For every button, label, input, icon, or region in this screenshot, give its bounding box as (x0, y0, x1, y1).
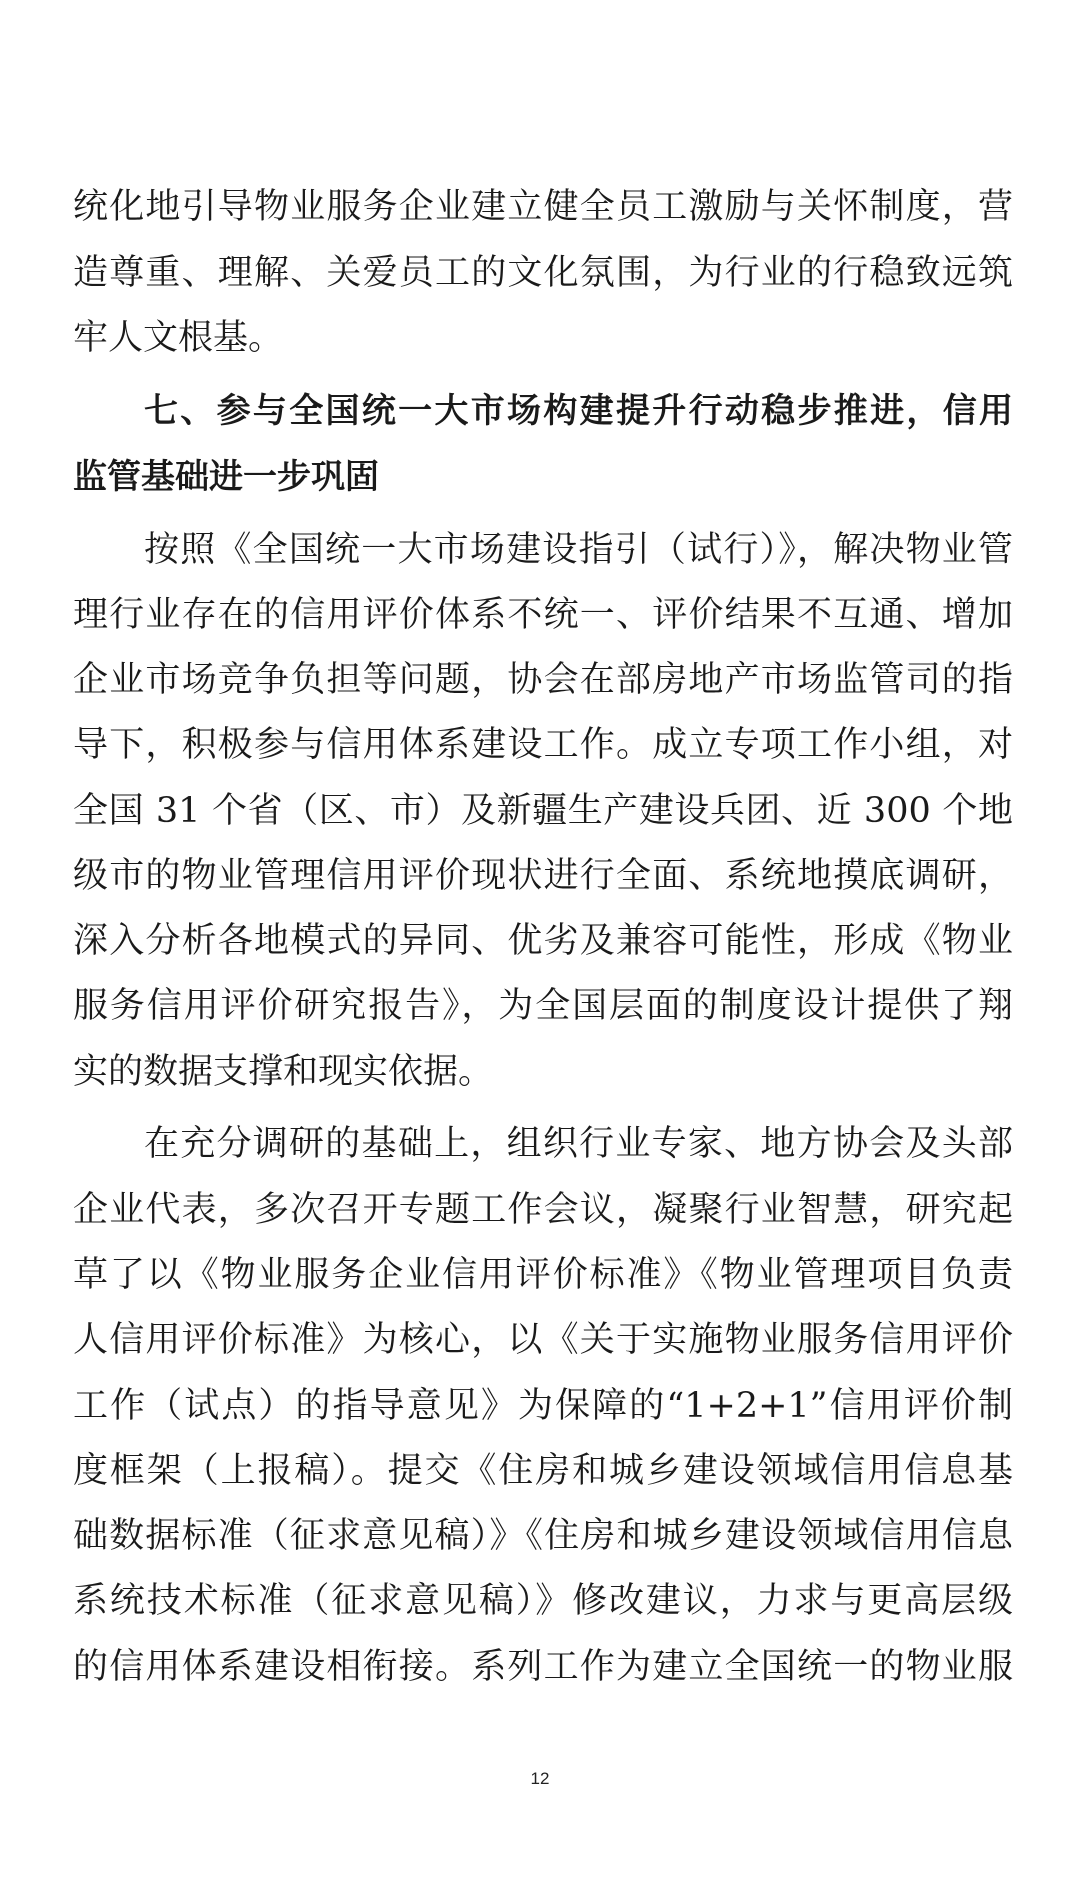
body-text-line: 系统技术标准（征求意见稿）》修改建议，力求与更高层级 (73, 1581, 1013, 1621)
body-text-line: 实的数据支撑和现实依据。 (73, 1052, 494, 1092)
body-text-line: 草了以《物业服务企业信用评价标准》《物业管理项目负责 (73, 1255, 1013, 1295)
body-text-line: 造尊重、理解、关爱员工的文化氛围，为行业的行稳致远筑 (73, 253, 1013, 293)
body-text-line: 企业市场竞争负担等问题，协会在部房地产市场监管司的指 (73, 660, 1013, 700)
section-heading: 监管基础进一步巩固 (73, 457, 379, 497)
body-text-line: 企业代表，多次召开专题工作会议，凝聚行业智慧，研究起 (73, 1190, 1013, 1230)
body-text-line: 在充分调研的基础上，组织行业专家、地方协会及头部 (144, 1124, 1013, 1164)
section-heading: 七、参与全国统一大市场构建提升行动稳步推进，信用 (144, 391, 1013, 431)
body-text-line: 牢人文根基。 (73, 318, 284, 358)
body-text-line: 深入分析各地模式的异同、优劣及兼容可能性，形成《物业 (73, 921, 1013, 961)
body-text-line: 理行业存在的信用评价体系不统一、评价结果不互通、增加 (73, 595, 1013, 635)
body-text-line: 级市的物业管理信用评价现状进行全面、系统地摸底调研， (73, 856, 1013, 896)
body-text-line: 导下，积极参与信用体系建设工作。成立专项工作小组，对 (73, 725, 1013, 765)
body-text-line: 全国 31 个省（区、市）及新疆生产建设兵团、近 300 个地 (73, 791, 1013, 831)
body-text-line: 统化地引导物业服务企业建立健全员工激励与关怀制度，营 (73, 187, 1013, 227)
body-text-line: 服务信用评价研究报告》，为全国层面的制度设计提供了翔 (73, 986, 1013, 1026)
body-text-line: 工作（试点）的指导意见》为保障的“1+2+1”信用评价制 (73, 1386, 1013, 1426)
body-text-line: 按照《全国统一大市场建设指引（试行）》，解决物业管 (144, 530, 1013, 570)
body-text-line: 础数据标准（征求意见稿）》《住房和城乡建设领域信用信息 (73, 1516, 1013, 1556)
body-text-line: 人信用评价标准》为核心，以《关于实施物业服务信用评价 (73, 1320, 1013, 1360)
body-text-line: 的信用体系建设相衔接。系列工作为建立全国统一的物业服 (73, 1647, 1013, 1687)
page-number: 12 (530, 1769, 550, 1788)
body-text-line: 度框架（上报稿）。提交《住房和城乡建设领域信用信息基 (73, 1451, 1013, 1491)
